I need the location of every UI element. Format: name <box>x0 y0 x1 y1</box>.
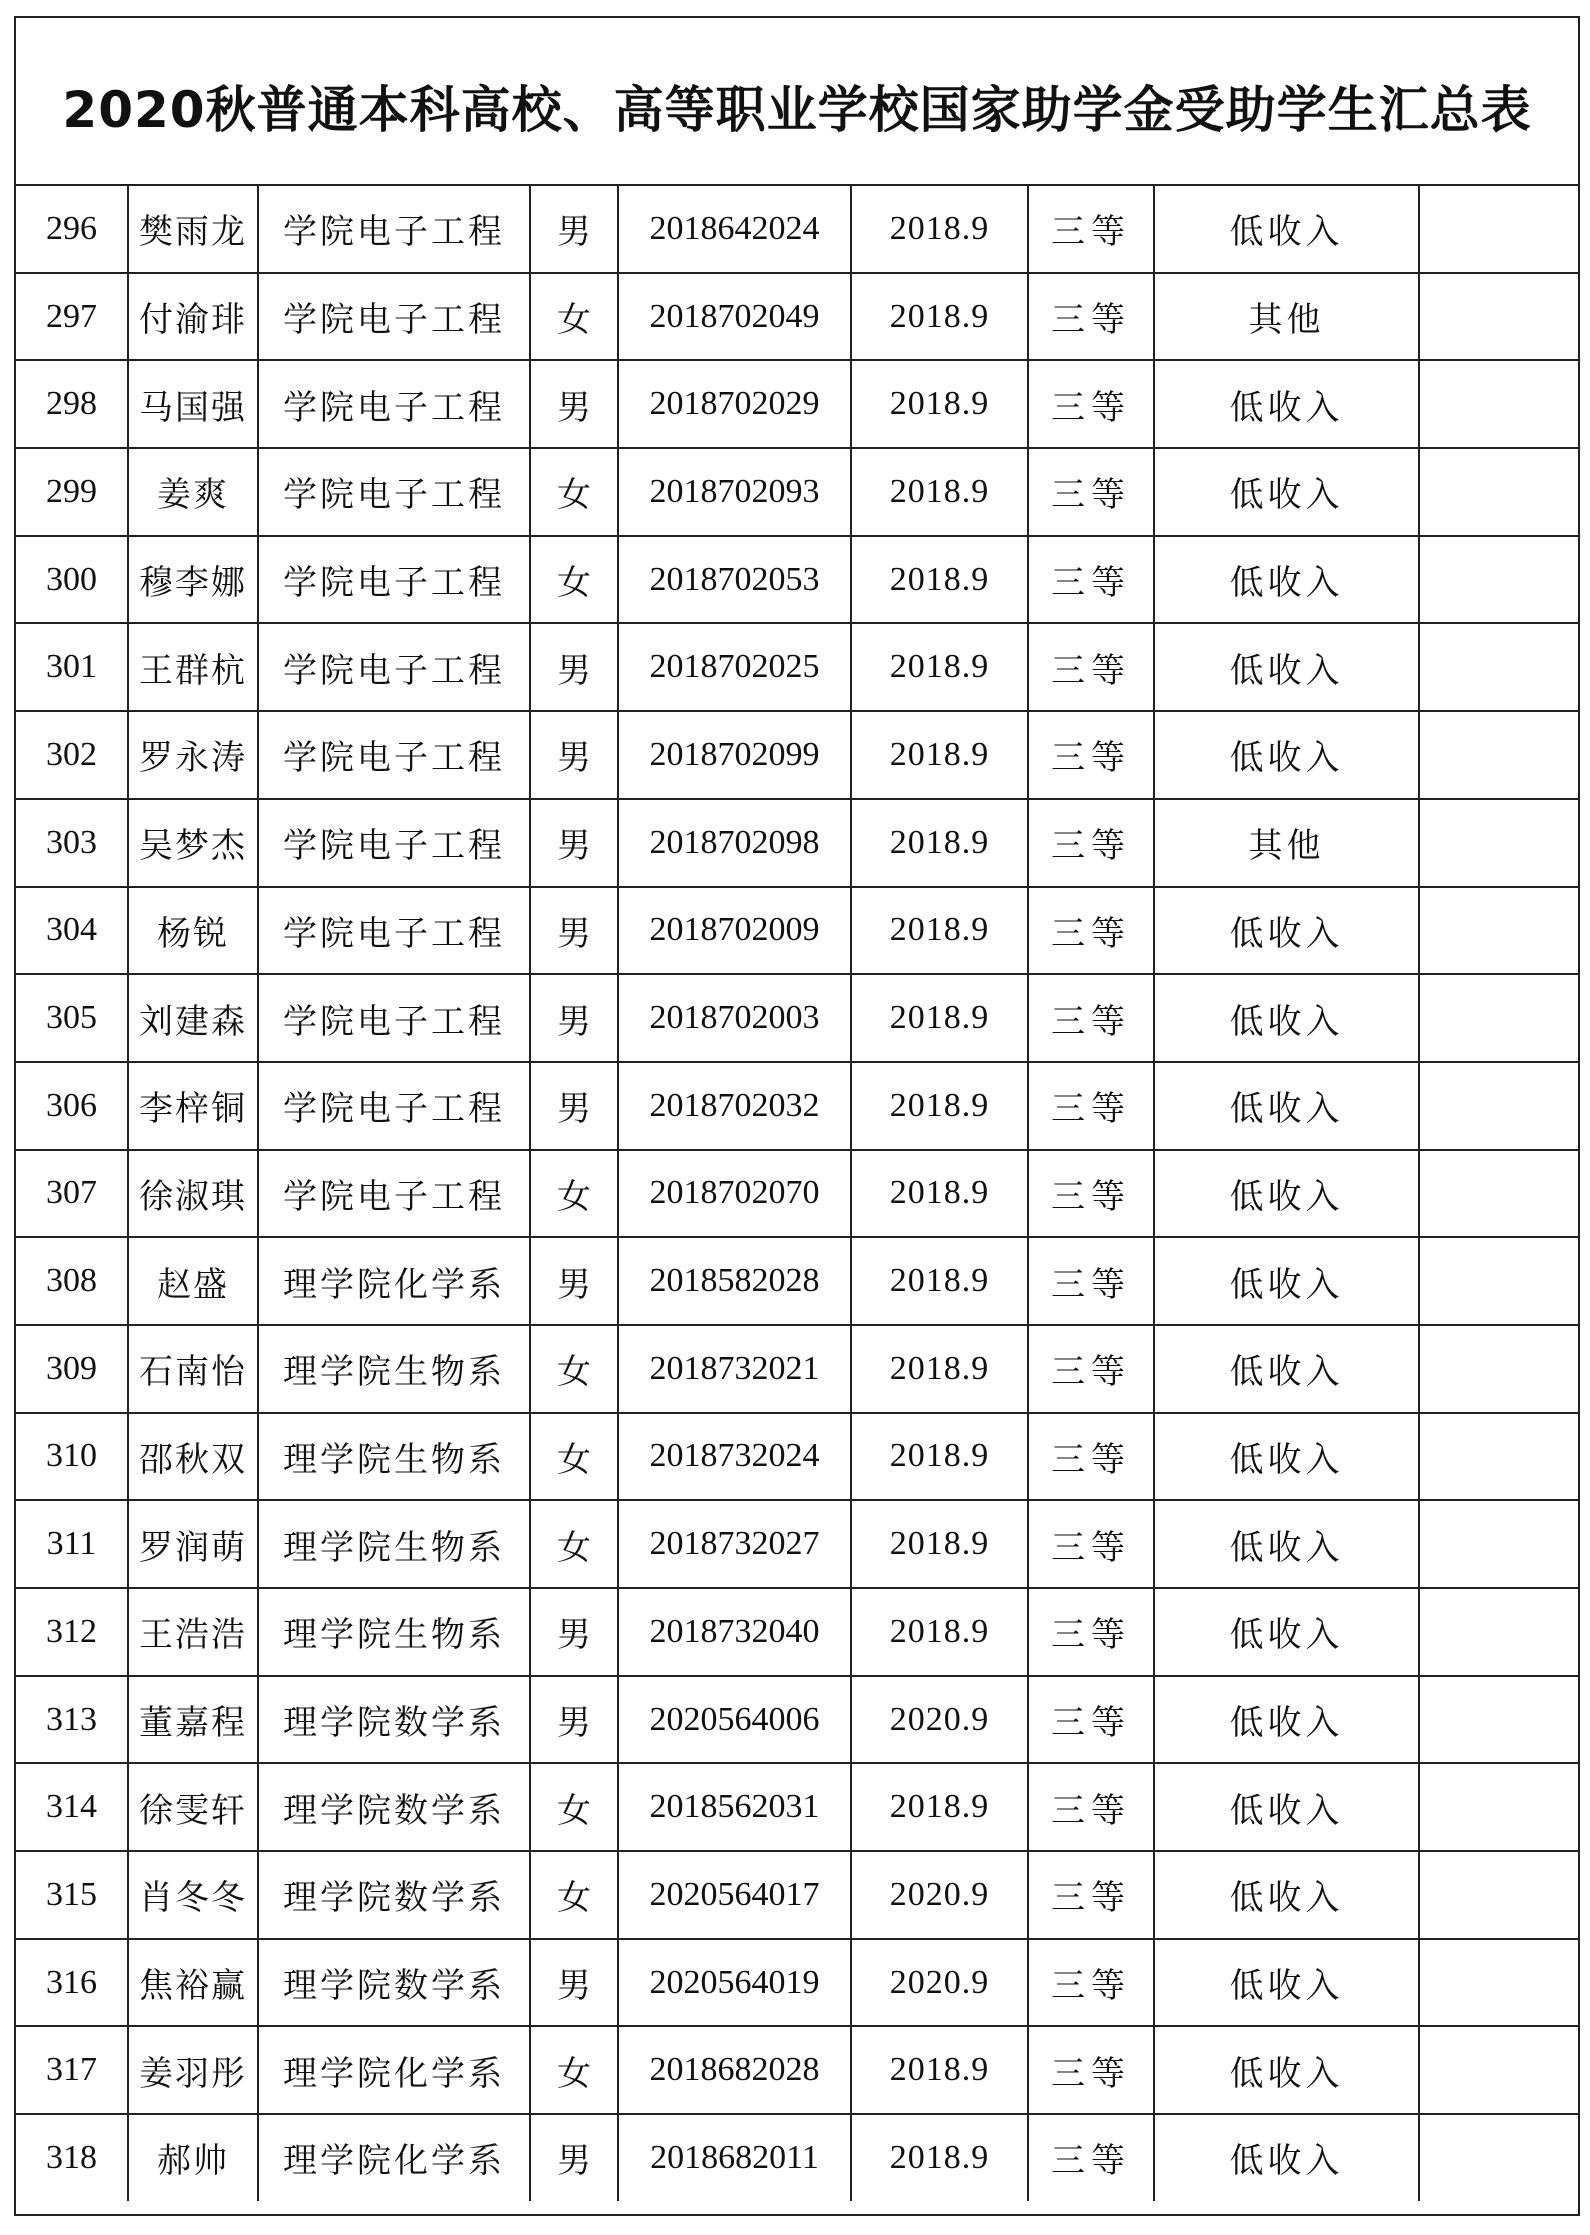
enrollment-date-cell: 2018.9 <box>851 1325 1028 1413</box>
table-row <box>16 799 1578 887</box>
hardship-type-cell: 低收入 <box>1154 2114 1419 2201</box>
department-cell: 学院电子工程 <box>258 186 530 273</box>
row-number-cell: 310 <box>16 1413 128 1501</box>
student-name-cell: 邵秋双 <box>128 1413 258 1501</box>
table-row <box>16 536 1578 624</box>
summary-sheet <box>14 16 1580 2216</box>
grant-level-cell: 三等 <box>1028 1676 1154 1764</box>
table-body <box>16 186 1578 2201</box>
department-cell: 理学院化学系 <box>258 2114 530 2201</box>
remarks-cell <box>1419 2026 1578 2114</box>
department-cell: 理学院生物系 <box>258 1325 530 1413</box>
row-number-cell: 299 <box>16 448 128 536</box>
table-row <box>16 887 1578 975</box>
row-number-cell: 297 <box>16 273 128 361</box>
table-row <box>16 623 1578 711</box>
student-name-cell: 刘建森 <box>128 974 258 1062</box>
hardship-type-cell: 低收入 <box>1154 1939 1419 2027</box>
gender-cell: 女 <box>530 273 618 361</box>
grant-level-cell: 三等 <box>1028 1500 1154 1588</box>
title-row <box>16 18 1578 186</box>
department-cell: 学院电子工程 <box>258 1062 530 1150</box>
row-number-cell: 308 <box>16 1237 128 1325</box>
row-number-cell: 309 <box>16 1325 128 1413</box>
grant-level-cell: 三等 <box>1028 1763 1154 1851</box>
student-id-cell: 2018582028 <box>618 1237 851 1325</box>
row-number-cell: 303 <box>16 799 128 887</box>
gender-cell: 女 <box>530 1150 618 1238</box>
enrollment-date-cell: 2020.9 <box>851 1851 1028 1939</box>
grant-level-cell: 三等 <box>1028 1588 1154 1676</box>
recipients-table <box>16 186 1578 2201</box>
student-name-cell: 杨锐 <box>128 887 258 975</box>
hardship-type-cell: 低收入 <box>1154 1062 1419 1150</box>
remarks-cell <box>1419 186 1578 273</box>
table-row <box>16 186 1578 273</box>
hardship-type-cell: 低收入 <box>1154 1676 1419 1764</box>
student-id-cell: 2018682028 <box>618 2026 851 2114</box>
hardship-type-cell: 低收入 <box>1154 536 1419 624</box>
row-number-cell: 304 <box>16 887 128 975</box>
remarks-cell <box>1419 623 1578 711</box>
table-row <box>16 1588 1578 1676</box>
gender-cell: 男 <box>530 887 618 975</box>
gender-cell: 女 <box>530 536 618 624</box>
grant-level-cell: 三等 <box>1028 1237 1154 1325</box>
student-name-cell: 徐淑琪 <box>128 1150 258 1238</box>
enrollment-date-cell: 2018.9 <box>851 360 1028 448</box>
gender-cell: 男 <box>530 1237 618 1325</box>
enrollment-date-cell: 2018.9 <box>851 799 1028 887</box>
row-number-cell: 318 <box>16 2114 128 2201</box>
table-row <box>16 1939 1578 2027</box>
gender-cell: 女 <box>530 1500 618 1588</box>
row-number-cell: 315 <box>16 1851 128 1939</box>
department-cell: 学院电子工程 <box>258 623 530 711</box>
student-id-cell: 2020564019 <box>618 1939 851 2027</box>
remarks-cell <box>1419 2114 1578 2201</box>
department-cell: 学院电子工程 <box>258 536 530 624</box>
student-name-cell: 罗永涛 <box>128 711 258 799</box>
hardship-type-cell: 低收入 <box>1154 711 1419 799</box>
remarks-cell <box>1419 1325 1578 1413</box>
row-number-cell: 317 <box>16 2026 128 2114</box>
department-cell: 理学院数学系 <box>258 1939 530 2027</box>
enrollment-date-cell: 2020.9 <box>851 1939 1028 2027</box>
department-cell: 理学院化学系 <box>258 2026 530 2114</box>
table-row <box>16 1413 1578 1501</box>
gender-cell: 男 <box>530 360 618 448</box>
remarks-cell <box>1419 273 1578 361</box>
row-number-cell: 306 <box>16 1062 128 1150</box>
department-cell: 理学院生物系 <box>258 1588 530 1676</box>
table-row <box>16 1237 1578 1325</box>
table-row <box>16 448 1578 536</box>
gender-cell: 男 <box>530 1062 618 1150</box>
hardship-type-cell: 低收入 <box>1154 186 1419 273</box>
student-id-cell: 2018732027 <box>618 1500 851 1588</box>
table-row <box>16 1500 1578 1588</box>
row-number-cell: 301 <box>16 623 128 711</box>
remarks-cell <box>1419 536 1578 624</box>
table-row <box>16 2026 1578 2114</box>
row-number-cell: 307 <box>16 1150 128 1238</box>
grant-level-cell: 三等 <box>1028 186 1154 273</box>
enrollment-date-cell: 2020.9 <box>851 1676 1028 1764</box>
department-cell: 理学院数学系 <box>258 1851 530 1939</box>
hardship-type-cell: 低收入 <box>1154 623 1419 711</box>
hardship-type-cell: 低收入 <box>1154 1150 1419 1238</box>
remarks-cell <box>1419 1588 1578 1676</box>
table-row <box>16 1676 1578 1764</box>
table-row <box>16 1150 1578 1238</box>
enrollment-date-cell: 2018.9 <box>851 1413 1028 1501</box>
department-cell: 学院电子工程 <box>258 887 530 975</box>
table-row <box>16 273 1578 361</box>
gender-cell: 女 <box>530 1413 618 1501</box>
grant-level-cell: 三等 <box>1028 1413 1154 1501</box>
student-name-cell: 马国强 <box>128 360 258 448</box>
table-row <box>16 1851 1578 1939</box>
grant-level-cell: 三等 <box>1028 799 1154 887</box>
enrollment-date-cell: 2018.9 <box>851 1588 1028 1676</box>
gender-cell: 男 <box>530 186 618 273</box>
grant-level-cell: 三等 <box>1028 273 1154 361</box>
department-cell: 理学院生物系 <box>258 1413 530 1501</box>
gender-cell: 男 <box>530 623 618 711</box>
table-row <box>16 1763 1578 1851</box>
department-cell: 学院电子工程 <box>258 448 530 536</box>
table-row <box>16 1325 1578 1413</box>
remarks-cell <box>1419 1237 1578 1325</box>
student-name-cell: 赵盛 <box>128 1237 258 1325</box>
department-cell: 学院电子工程 <box>258 360 530 448</box>
enrollment-date-cell: 2018.9 <box>851 1500 1028 1588</box>
grant-level-cell: 三等 <box>1028 974 1154 1062</box>
hardship-type-cell: 低收入 <box>1154 1500 1419 1588</box>
student-id-cell: 2018732024 <box>618 1413 851 1501</box>
enrollment-date-cell: 2018.9 <box>851 887 1028 975</box>
hardship-type-cell: 低收入 <box>1154 1588 1419 1676</box>
department-cell: 学院电子工程 <box>258 1150 530 1238</box>
department-cell: 理学院化学系 <box>258 1237 530 1325</box>
row-number-cell: 300 <box>16 536 128 624</box>
grant-level-cell: 三等 <box>1028 711 1154 799</box>
row-number-cell: 313 <box>16 1676 128 1764</box>
table-row <box>16 360 1578 448</box>
student-name-cell: 董嘉程 <box>128 1676 258 1764</box>
department-cell: 学院电子工程 <box>258 799 530 887</box>
remarks-cell <box>1419 360 1578 448</box>
table-row <box>16 974 1578 1062</box>
gender-cell: 男 <box>530 2114 618 2201</box>
gender-cell: 女 <box>530 1325 618 1413</box>
grant-level-cell: 三等 <box>1028 1150 1154 1238</box>
hardship-type-cell: 低收入 <box>1154 1325 1419 1413</box>
grant-level-cell: 三等 <box>1028 1325 1154 1413</box>
student-name-cell: 徐雯轩 <box>128 1763 258 1851</box>
student-id-cell: 2020564017 <box>618 1851 851 1939</box>
student-name-cell: 王浩浩 <box>128 1588 258 1676</box>
remarks-cell <box>1419 799 1578 887</box>
row-number-cell: 314 <box>16 1763 128 1851</box>
hardship-type-cell: 低收入 <box>1154 974 1419 1062</box>
grant-level-cell: 三等 <box>1028 536 1154 624</box>
table-row <box>16 2114 1578 2201</box>
student-name-cell: 肖冬冬 <box>128 1851 258 1939</box>
student-id-cell: 2018702098 <box>618 799 851 887</box>
hardship-type-cell: 低收入 <box>1154 1237 1419 1325</box>
department-cell: 理学院数学系 <box>258 1763 530 1851</box>
enrollment-date-cell: 2018.9 <box>851 711 1028 799</box>
hardship-type-cell: 低收入 <box>1154 448 1419 536</box>
student-name-cell: 石南怡 <box>128 1325 258 1413</box>
student-id-cell: 2018702025 <box>618 623 851 711</box>
enrollment-date-cell: 2018.9 <box>851 2114 1028 2201</box>
grant-level-cell: 三等 <box>1028 887 1154 975</box>
hardship-type-cell: 低收入 <box>1154 2026 1419 2114</box>
student-name-cell: 姜羽彤 <box>128 2026 258 2114</box>
remarks-cell <box>1419 1062 1578 1150</box>
hardship-type-cell: 其他 <box>1154 273 1419 361</box>
row-number-cell: 302 <box>16 711 128 799</box>
enrollment-date-cell: 2018.9 <box>851 448 1028 536</box>
enrollment-date-cell: 2018.9 <box>851 1763 1028 1851</box>
gender-cell: 男 <box>530 711 618 799</box>
student-id-cell: 2018562031 <box>618 1763 851 1851</box>
remarks-cell <box>1419 1851 1578 1939</box>
gender-cell: 女 <box>530 2026 618 2114</box>
student-id-cell: 2018702003 <box>618 974 851 1062</box>
gender-cell: 男 <box>530 799 618 887</box>
remarks-cell <box>1419 1676 1578 1764</box>
row-number-cell: 312 <box>16 1588 128 1676</box>
row-number-cell: 305 <box>16 974 128 1062</box>
enrollment-date-cell: 2018.9 <box>851 974 1028 1062</box>
gender-cell: 男 <box>530 1676 618 1764</box>
student-name-cell: 王群杭 <box>128 623 258 711</box>
student-name-cell: 穆李娜 <box>128 536 258 624</box>
enrollment-date-cell: 2018.9 <box>851 2026 1028 2114</box>
student-id-cell: 2018702029 <box>618 360 851 448</box>
student-name-cell: 樊雨龙 <box>128 186 258 273</box>
student-id-cell: 2018702053 <box>618 536 851 624</box>
grant-level-cell: 三等 <box>1028 1062 1154 1150</box>
row-number-cell: 298 <box>16 360 128 448</box>
student-id-cell: 2018702049 <box>618 273 851 361</box>
page-title: 2020秋普通本科高校、高等职业学校国家助学金受助学生汇总表 <box>62 81 1532 139</box>
department-cell: 理学院生物系 <box>258 1500 530 1588</box>
grant-level-cell: 三等 <box>1028 360 1154 448</box>
hardship-type-cell: 低收入 <box>1154 1851 1419 1939</box>
row-number-cell: 316 <box>16 1939 128 2027</box>
student-id-cell: 2020564006 <box>618 1676 851 1764</box>
department-cell: 学院电子工程 <box>258 974 530 1062</box>
grant-level-cell: 三等 <box>1028 1939 1154 2027</box>
enrollment-date-cell: 2018.9 <box>851 536 1028 624</box>
student-name-cell: 罗润萌 <box>128 1500 258 1588</box>
department-cell: 学院电子工程 <box>258 711 530 799</box>
table-row <box>16 1062 1578 1150</box>
student-id-cell: 2018702009 <box>618 887 851 975</box>
remarks-cell <box>1419 974 1578 1062</box>
remarks-cell <box>1419 1150 1578 1238</box>
student-name-cell: 付渝琲 <box>128 273 258 361</box>
remarks-cell <box>1419 887 1578 975</box>
student-name-cell: 李梓铜 <box>128 1062 258 1150</box>
hardship-type-cell: 低收入 <box>1154 1763 1419 1851</box>
hardship-type-cell: 低收入 <box>1154 1413 1419 1501</box>
student-id-cell: 2018642024 <box>618 186 851 273</box>
remarks-cell <box>1419 1763 1578 1851</box>
remarks-cell <box>1419 711 1578 799</box>
gender-cell: 女 <box>530 448 618 536</box>
enrollment-date-cell: 2018.9 <box>851 623 1028 711</box>
student-id-cell: 2018732040 <box>618 1588 851 1676</box>
gender-cell: 男 <box>530 974 618 1062</box>
table-row <box>16 711 1578 799</box>
gender-cell: 男 <box>530 1588 618 1676</box>
enrollment-date-cell: 2018.9 <box>851 1237 1028 1325</box>
hardship-type-cell: 低收入 <box>1154 360 1419 448</box>
department-cell: 理学院数学系 <box>258 1676 530 1764</box>
student-id-cell: 2018732021 <box>618 1325 851 1413</box>
student-name-cell: 吴梦杰 <box>128 799 258 887</box>
student-name-cell: 姜爽 <box>128 448 258 536</box>
student-id-cell: 2018702070 <box>618 1150 851 1238</box>
grant-level-cell: 三等 <box>1028 2114 1154 2201</box>
row-number-cell: 296 <box>16 186 128 273</box>
grant-level-cell: 三等 <box>1028 448 1154 536</box>
gender-cell: 女 <box>530 1763 618 1851</box>
student-id-cell: 2018702099 <box>618 711 851 799</box>
hardship-type-cell: 低收入 <box>1154 887 1419 975</box>
enrollment-date-cell: 2018.9 <box>851 273 1028 361</box>
student-id-cell: 2018702093 <box>618 448 851 536</box>
gender-cell: 女 <box>530 1851 618 1939</box>
row-number-cell: 311 <box>16 1500 128 1588</box>
remarks-cell <box>1419 1939 1578 2027</box>
student-id-cell: 2018682011 <box>618 2114 851 2201</box>
student-name-cell: 郝帅 <box>128 2114 258 2201</box>
remarks-cell <box>1419 1413 1578 1501</box>
student-name-cell: 焦裕赢 <box>128 1939 258 2027</box>
enrollment-date-cell: 2018.9 <box>851 186 1028 273</box>
remarks-cell <box>1419 448 1578 536</box>
department-cell: 学院电子工程 <box>258 273 530 361</box>
grant-level-cell: 三等 <box>1028 623 1154 711</box>
enrollment-date-cell: 2018.9 <box>851 1062 1028 1150</box>
bottom-margin <box>16 2192 1578 2214</box>
remarks-cell <box>1419 1500 1578 1588</box>
student-id-cell: 2018702032 <box>618 1062 851 1150</box>
gender-cell: 男 <box>530 1939 618 2027</box>
hardship-type-cell: 其他 <box>1154 799 1419 887</box>
grant-level-cell: 三等 <box>1028 2026 1154 2114</box>
grant-level-cell: 三等 <box>1028 1851 1154 1939</box>
enrollment-date-cell: 2018.9 <box>851 1150 1028 1238</box>
